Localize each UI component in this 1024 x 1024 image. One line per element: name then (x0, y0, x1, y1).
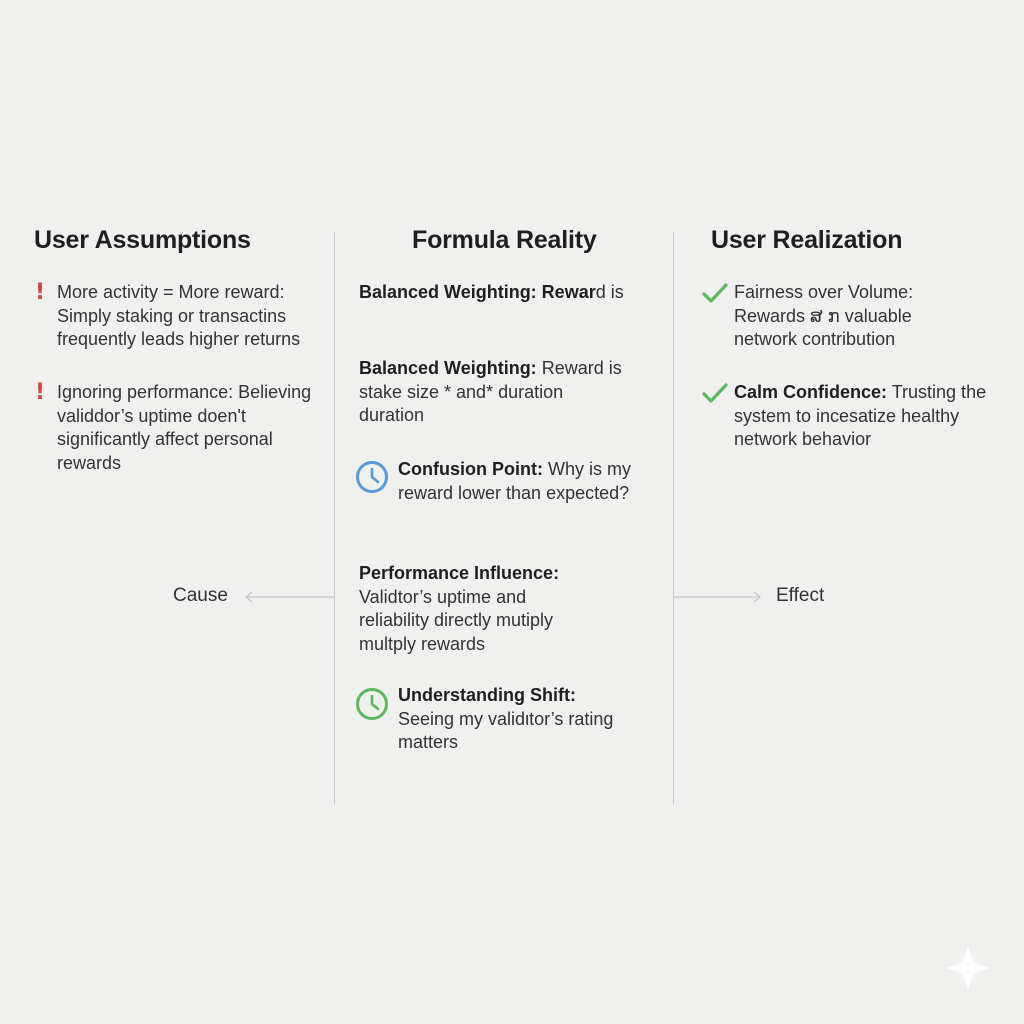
formula-item-text: reliability directly mutiply (359, 610, 554, 630)
formula-item-text: Validtor’s uptime and (359, 586, 527, 607)
realization-line: system to incesatize healthy (734, 405, 960, 426)
clock-icon (355, 460, 389, 494)
formula-item-heading: Balanced Weighting: (359, 358, 537, 378)
formula-item-text: duration (359, 405, 425, 425)
formula-item (398, 684, 613, 755)
formula-item (398, 458, 631, 505)
realization-item (734, 381, 986, 452)
assumption-line: rewards (57, 452, 122, 473)
realization-line: network contribution (734, 329, 896, 349)
sparkle-icon (942, 942, 994, 994)
formula-item-heading: Balanced Weighting: Rewar (359, 282, 596, 302)
check-icon (702, 282, 728, 304)
assumption-line: More activity = More reward: (57, 282, 285, 302)
cause-label: Cause (173, 585, 228, 606)
formula-item-text: stake size * and* duration (359, 381, 564, 402)
formula-item-text: reward lower than expected? (398, 482, 630, 503)
realization-line: Rewards ສ ກ valuable (734, 305, 912, 326)
realization-item-heading: Calm Confidence: (734, 382, 888, 402)
formula-item-heading: Performance Influence: (359, 563, 560, 583)
formula-item (359, 281, 624, 305)
assumption-line: Ignoring performance: Believing (57, 382, 312, 402)
column-title-formula: Formula Reality (412, 226, 597, 254)
formula-item-heading: Confusion Point: (398, 459, 543, 479)
effect-arrow (674, 590, 764, 604)
realization-line: Fairness over Volume: (734, 282, 914, 302)
column-title-assumptions: User Assumptions (34, 226, 251, 254)
realization-line: network behavior (734, 429, 872, 449)
realization-line: Trusting the (887, 382, 987, 402)
formula-item (359, 562, 559, 656)
formula-item-text: Why is my (542, 459, 631, 479)
clock-icon (355, 687, 389, 721)
assumption-line: Simply staking or transactins (57, 305, 287, 326)
exclamation-icon: ! (34, 280, 46, 305)
assumption-line: frequently leads higher returns (57, 329, 301, 349)
formula-item-text: multply rewards (359, 633, 486, 654)
formula-item-text: Seeing my validιtor’s rating (398, 708, 614, 729)
column-title-realization: User Realization (711, 226, 903, 254)
realization-item (734, 281, 913, 352)
assumption-line: significantly affect personal (57, 429, 273, 449)
assumption-line: validdor’s uptime doen't (57, 405, 246, 426)
assumption-item (57, 381, 311, 475)
formula-item (359, 357, 622, 428)
assumption-item (57, 281, 300, 352)
formula-item-text: d is (595, 282, 624, 302)
column-divider-right (673, 232, 674, 804)
formula-item-text: Reward is (536, 358, 622, 378)
exclamation-icon: ! (34, 380, 46, 405)
effect-label: Effect (776, 585, 825, 606)
cause-arrow (244, 590, 336, 604)
formula-item-text: matters (398, 732, 459, 752)
check-icon (702, 382, 728, 404)
formula-item-heading: Understanding Shift: (398, 685, 576, 705)
column-divider-left (334, 232, 335, 804)
